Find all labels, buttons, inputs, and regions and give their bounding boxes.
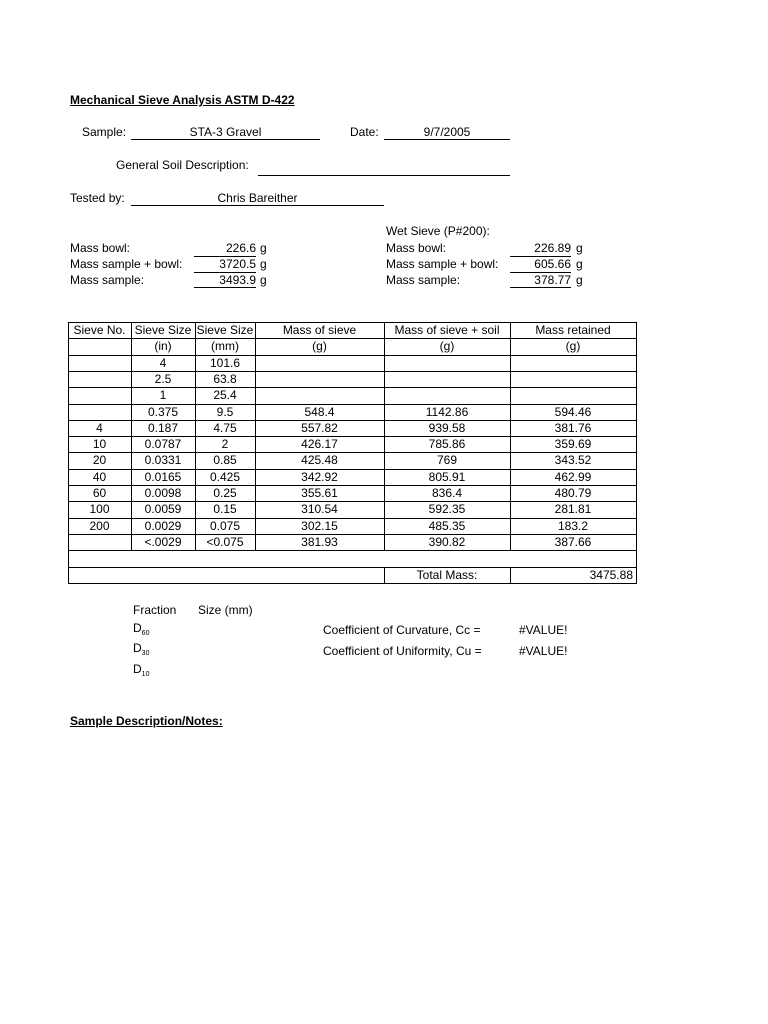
table-cell[interactable]: 557.82 [301, 421, 338, 435]
table-cell[interactable]: 1142.86 [425, 405, 469, 419]
table-cell[interactable]: 183.2 [557, 519, 589, 533]
table-row-line [68, 322, 637, 323]
wet-mass-sample-unit: g [576, 273, 583, 287]
cu-label: Coefficient of Uniformity, Cu = [323, 644, 482, 658]
table-cell[interactable]: 387.66 [554, 535, 592, 549]
table-cell[interactable]: 2 [221, 437, 229, 451]
table-cell[interactable] [256, 355, 383, 371]
dry-mass-bowl-unit: g [260, 241, 267, 255]
table-cell[interactable]: 836.4 [431, 486, 463, 500]
table-unit-cell: (g) [439, 339, 455, 353]
table-cell[interactable]: 426.17 [301, 437, 338, 451]
table-row-line [68, 469, 637, 470]
table-cell[interactable]: 381.93 [301, 535, 338, 549]
table-cell[interactable]: 785.86 [428, 437, 466, 451]
table-cell[interactable]: 25.4 [213, 388, 237, 402]
dry-mass-sample-bowl-value[interactable]: 3720.5 [194, 256, 256, 271]
table-cell[interactable]: 0.0331 [144, 453, 182, 467]
d10-label: $D_{10}$ [133, 662, 150, 678]
table-row-line [68, 404, 637, 405]
table-col-line [384, 567, 385, 583]
table-row-line [68, 436, 637, 437]
table-cell[interactable]: 2.5 [154, 372, 172, 386]
table-row-line [68, 452, 637, 453]
table-cell[interactable] [256, 387, 383, 403]
table-cell[interactable] [256, 371, 383, 387]
table-unit-cell: (in) [154, 339, 172, 353]
table-row-line [68, 550, 637, 551]
table-header-cell: Mass retained [535, 323, 611, 337]
table-unit-cell: (g) [565, 339, 581, 353]
table-cell[interactable]: 302.15 [301, 519, 338, 533]
table-cell[interactable]: 40 [92, 470, 107, 484]
cc-label: Coefficient of Curvature, Cc = [323, 623, 481, 637]
table-cell[interactable]: 281.81 [554, 502, 592, 516]
table-cell[interactable]: 485.35 [428, 519, 466, 533]
table-cell[interactable]: 0.15 [213, 502, 237, 516]
table-cell[interactable]: 0.0165 [144, 470, 182, 484]
table-cell[interactable]: 425.48 [301, 453, 338, 467]
tested-by-label: Tested by: [70, 191, 125, 205]
table-row-line [68, 355, 637, 356]
table-cell[interactable]: 939.58 [428, 421, 466, 435]
table-cell[interactable]: 343.52 [554, 453, 592, 467]
table-cell[interactable] [69, 404, 130, 420]
table-cell[interactable]: 359.69 [554, 437, 592, 451]
table-cell[interactable]: 480.79 [554, 486, 592, 500]
table-header-cell: Mass of sieve [282, 323, 357, 337]
table-row-line [68, 420, 637, 421]
table-cell[interactable]: 20 [92, 453, 107, 467]
table-cell[interactable] [385, 371, 509, 387]
wet-mass-bowl-label: Mass bowl: [386, 241, 447, 255]
table-cell[interactable]: 0.425 [209, 470, 241, 484]
wet-mass-sample-bowl-value[interactable]: 605.66 [510, 256, 571, 271]
table-unit-cell: (g) [312, 339, 327, 353]
dry-mass-sample-unit: g [260, 273, 267, 287]
table-cell[interactable]: <0.075 [206, 535, 244, 549]
table-row-line [68, 338, 637, 339]
table-cell[interactable]: 548.4 [304, 405, 335, 419]
dry-mass-sample-label: Mass sample: [70, 273, 145, 287]
table-cell[interactable]: 0.075 [209, 519, 241, 533]
wet-mass-bowl-value[interactable]: 226.89 [534, 241, 571, 255]
table-cell[interactable]: 0.0098 [144, 486, 182, 500]
table-cell[interactable] [511, 355, 635, 371]
table-cell[interactable]: 0.25 [213, 486, 237, 500]
table-col-line [131, 322, 132, 550]
notes-title: Sample Description/Notes: [70, 714, 223, 728]
table-cell[interactable]: 4 [96, 421, 103, 435]
table-cell[interactable]: 4 [159, 356, 167, 370]
sample-value[interactable]: STA-3 Gravel [131, 125, 320, 140]
table-cell[interactable]: 381.76 [554, 421, 592, 435]
table-row-line [68, 485, 637, 486]
table-cell[interactable]: 10 [92, 437, 107, 451]
table-header-cell: Sieve No. [73, 323, 126, 337]
cu-value[interactable]: #VALUE! [519, 644, 568, 658]
table-row-line [68, 583, 637, 584]
sample-label: Sample: [82, 125, 127, 139]
dry-mass-bowl-value[interactable]: 226.6 [225, 241, 256, 255]
table-row-line [68, 534, 637, 535]
size-label: Size (mm) [198, 603, 253, 617]
table-cell[interactable]: 342.92 [301, 470, 338, 484]
table-cell[interactable]: 63.8 [213, 372, 237, 386]
date-value[interactable]: 9/7/2005 [384, 125, 510, 140]
table-cell[interactable]: 594.46 [554, 405, 592, 419]
table-cell[interactable]: 805.91 [428, 470, 466, 484]
table-row-line [68, 387, 637, 388]
table-cell[interactable]: 0.375 [147, 405, 179, 419]
table-col-line [510, 322, 511, 550]
table-cell[interactable]: 0.85 [213, 453, 237, 467]
dry-mass-sample-bowl-unit: g [260, 257, 267, 271]
table-cell[interactable]: 100 [89, 502, 110, 516]
table-col-line [195, 322, 196, 550]
table-row-line [68, 501, 637, 502]
table-cell[interactable]: 355.61 [301, 486, 338, 500]
table-cell[interactable]: 1 [159, 388, 167, 402]
table-cell[interactable] [69, 355, 130, 371]
fraction-label: Fraction [133, 603, 177, 617]
wet-sieve-title: Wet Sieve (P#200): [386, 224, 490, 238]
table-cell[interactable]: 9.5 [216, 405, 234, 419]
table-cell[interactable]: 0.0059 [144, 502, 182, 516]
table-row-line [68, 518, 637, 519]
wet-mass-sample-bowl-label: Mass sample + bowl: [386, 257, 499, 271]
table-cell[interactable]: 0.0029 [144, 519, 182, 533]
table-row-line [68, 567, 637, 568]
cc-value[interactable]: #VALUE! [519, 623, 568, 637]
table-cell[interactable] [69, 534, 130, 550]
d60-label: $D_{60}$ [133, 621, 150, 637]
table-col-line [510, 567, 511, 583]
table-cell[interactable]: 310.54 [301, 502, 338, 516]
dry-mass-bowl-label: Mass bowl: [70, 241, 131, 255]
wet-mass-sample-value[interactable]: 378.77 [510, 272, 571, 288]
table-col-line [636, 322, 637, 583]
table-cell[interactable]: 4.75 [213, 421, 237, 435]
table-col-line [255, 322, 256, 550]
dry-mass-sample-value[interactable]: 3493.9 [194, 272, 256, 288]
table-cell[interactable]: <.0029 [144, 535, 182, 549]
general-desc-value[interactable] [258, 158, 510, 176]
wet-mass-sample-bowl-unit: g [576, 257, 583, 271]
table-row-line [68, 371, 637, 372]
page-title: Mechanical Sieve Analysis ASTM D-422 [70, 93, 295, 107]
wet-mass-sample-label: Mass sample: [386, 273, 461, 287]
table-cell[interactable]: 101.6 [209, 356, 241, 370]
table-cell[interactable]: 769 [436, 453, 458, 467]
table-cell[interactable]: 390.82 [428, 535, 466, 549]
table-col-line [68, 322, 69, 583]
date-label: Date: [350, 125, 379, 139]
table-unit-cell: (mm) [211, 339, 239, 353]
table-cell[interactable]: 0.0787 [144, 437, 182, 451]
table-cell[interactable] [511, 387, 635, 403]
table-cell[interactable]: 200 [89, 519, 110, 533]
tested-by-value[interactable]: Chris Bareither [131, 191, 384, 206]
dry-mass-sample-bowl-label: Mass sample + bowl: [70, 257, 183, 271]
table-cell[interactable] [511, 371, 635, 387]
wet-mass-bowl-unit: g [576, 241, 583, 255]
table-cell[interactable] [385, 355, 509, 371]
table-unit-cell [69, 338, 130, 354]
table-cell[interactable]: 462.99 [554, 470, 592, 484]
table-col-line [384, 322, 385, 550]
table-cell[interactable]: 60 [92, 486, 107, 500]
table-header-cell: Mass of sieve + soil [394, 323, 500, 337]
table-header-cell: Sieve Size [134, 323, 192, 337]
table-header-cell: Sieve Size [196, 323, 254, 337]
table-cell[interactable] [69, 371, 130, 387]
table-cell[interactable]: 0.187 [147, 421, 179, 435]
d30-label: $D_{30}$ [133, 641, 150, 657]
total-mass-value[interactable]: 3475.88 [589, 568, 633, 582]
general-desc-label: General Soil Description: [116, 158, 249, 172]
table-cell[interactable] [385, 387, 509, 403]
table-cell[interactable] [69, 387, 130, 403]
total-mass-label: Total Mass: [416, 568, 478, 582]
table-cell[interactable]: 592.35 [428, 502, 466, 516]
